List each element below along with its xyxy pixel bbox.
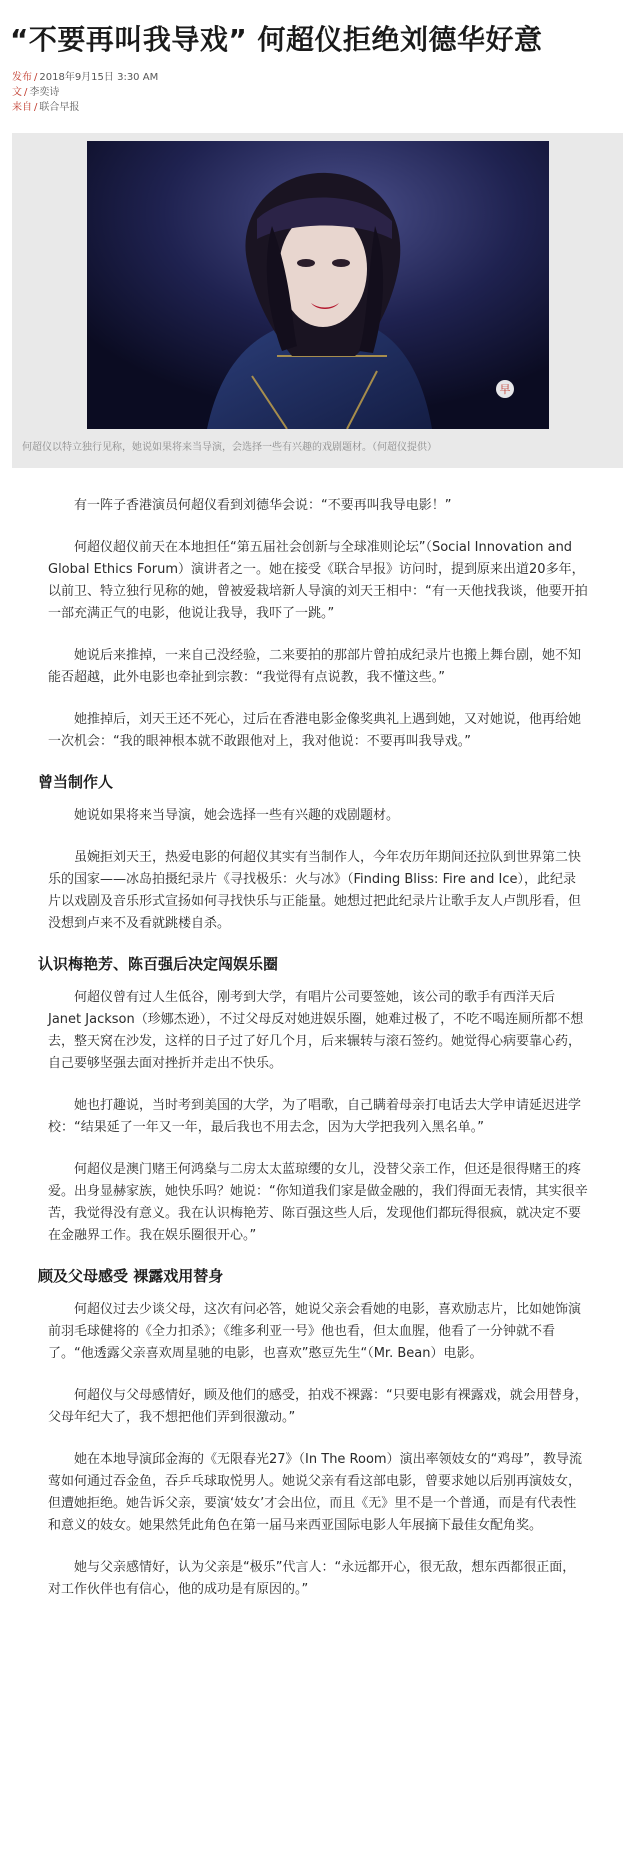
meta-source-value[interactable]: 联合早报 <box>39 102 80 113</box>
body-paragraph: 她说如果将来当导演，她会选择一些有兴趣的戏剧题材。 <box>74 808 400 823</box>
body-paragraph: 何超仪超仪前天在本地担任“第五届社会创新与全球准则论坛”（Social Innovation and Global Ethics Forum）演讲者之一。她在接受《联合早报》访问时，提到原来出道20多年，以前卫、特立独行见称的她，曾被爱栽培新人导演的刘天王相中：“有一天他找我谈，他要开拍一部充满正气的电影，他说让我导，我吓了一跳。” <box>48 540 588 621</box>
portrait-illustration <box>87 141 549 429</box>
meta-published-value: 2018年9月15日 3:30 AM <box>39 72 159 83</box>
body-paragraph: 她与父亲感情好，认为父亲是“极乐”代言人：“永远都开心，很无敌，想东西都很正面，对工作伙伴也有信心，他的成功是有原因的。” <box>48 1560 576 1597</box>
meta-author-label: 文 <box>12 87 22 98</box>
meta-published-label: 发布 <box>12 72 32 83</box>
body-paragraph: 她在本地导演邱金海的《无限春光27》（In The Room）演出率领妓女的“鸡母”，教导流莺如何通过吞金鱼，吞乒乓球取悦男人。她说父亲有看这部电影，曾要求她以后别再演妓女，但遭她拒绝。她告诉父亲，要演‘妓女’才会出位，而且《无》里不是一个普通，而是有代表性和意义的妓女。她果然凭此角色在第一届马来西亚国际电影人年展摘下最佳女配角奖。 <box>48 1452 583 1533</box>
meta-author-value[interactable]: 李奕诗 <box>29 87 60 98</box>
body-paragraph: 有一阵子香港演员何超仪看到刘德华会说：“不要再叫我导电影！” <box>74 498 452 513</box>
meta-author: 文 / 李奕诗 <box>12 87 60 98</box>
body-paragraph: 她也打趣说，当时考到美国的大学，为了唱歌，自己瞒着母亲打电话去大学申请延迟进学校：“结果延了一年又一年，最后我也不用去念，因为大学把我列入黑名单。” <box>48 1098 582 1135</box>
meta-source-label: 来自 <box>12 102 32 113</box>
meta-published: 发布 / 2018年9月15日 3:30 AM <box>12 72 159 83</box>
body-paragraph: 她推掉后，刘天王还不死心，过后在香港电影金像奖典礼上遇到她，又对她说，他再给她一次机会：“我的眼神根本就不敢跟他对上，我对他说：不要再叫我导戏。” <box>48 712 582 749</box>
body-paragraph: 何超仪是澳门赌王何鸿燊与二房太太蓝琼缨的女儿，没替父亲工作，但还是很得赌王的疼爱。出身显赫家族，她快乐吗？她说：“你知道我们家是做金融的，我们得面无表情，其实很辛苦，我觉得没有意义。我在认识梅艳芳、陈百强这些人后，发现他们都玩得很疯，就决定不要在金融界工作。我在娱乐圈很开心。” <box>48 1162 588 1243</box>
article-title: “不要再叫我导戏” 何超仪拒绝刘德华好意 <box>10 23 543 56</box>
article-figure <box>12 133 623 468</box>
meta-source: 来自 / 联合早报 <box>12 102 80 113</box>
article-photo <box>87 141 549 429</box>
body-paragraph: 虽婉拒刘天王，热爱电影的何超仪其实有当制作人，今年农历年期间还拉队到世界第二快乐的国家——冰岛拍摄纪录片《寻找极乐：火与冰》（Finding Bliss: Fire and Ice），此纪录片以戏剧及音乐形式宣扬如何寻找快乐与正能量。她想过把此纪录片让歌手友人卢凯彤看，但没想到卢来不及看就跳楼自杀。 <box>48 850 582 931</box>
image-caption: 何超仪以特立独行见称，她说如果将来当导演，会选择一些有兴趣的戏剧题材。（何超仪提供） <box>22 442 437 453</box>
body-paragraph: 何超仪过去少谈父母，这次有问必答，她说父亲会看她的电影，喜欢励志片，比如她饰演前羽毛球健将的《全力扣杀》；《维多利亚一号》他也看，但太血腥，他看了一分钟就不看了。“他透露父亲喜欢周星驰的电影，也喜欢”憨豆先生“（Mr. Bean）电影。 <box>48 1302 582 1361</box>
section-heading: 曾当制作人 <box>38 773 114 791</box>
section-heading: 顾及父母感受 裸露戏用替身 <box>38 1267 224 1285</box>
article-body <box>38 495 588 1621</box>
section-heading: 认识梅艳芳、陈百强后决定闯娱乐圈 <box>38 955 279 973</box>
body-paragraph: 何超仪与父母感情好，顾及他们的感受，拍戏不裸露：“只要电影有裸露戏，就会用替身，父母年纪大了，我不想把他们弄到很激动。” <box>48 1388 588 1425</box>
photo-stamp-icon: 早 <box>499 383 511 396</box>
body-paragraph: 她说后来推掉，一来自己没经验，二来要拍的那部片曾拍成纪录片也搬上舞台剧，她不知能否超越，此外电影也牵扯到宗教：“我觉得有点说教，我不懂这些。” <box>48 648 582 685</box>
body-paragraph: 何超仪曾有过人生低谷，刚考到大学，有唱片公司要签她，该公司的歌手有西洋天后Janet Jackson（珍娜杰逊），不过父母反对她进娱乐圈，她难过极了，不吃不喝连厕所都不想去，整天窝在沙发，这样的日子过了好几个月，后来辗转与滚石签约。她觉得心病要靠心药，自己要够坚强去面对挫折并走出不快乐。 <box>48 990 584 1071</box>
